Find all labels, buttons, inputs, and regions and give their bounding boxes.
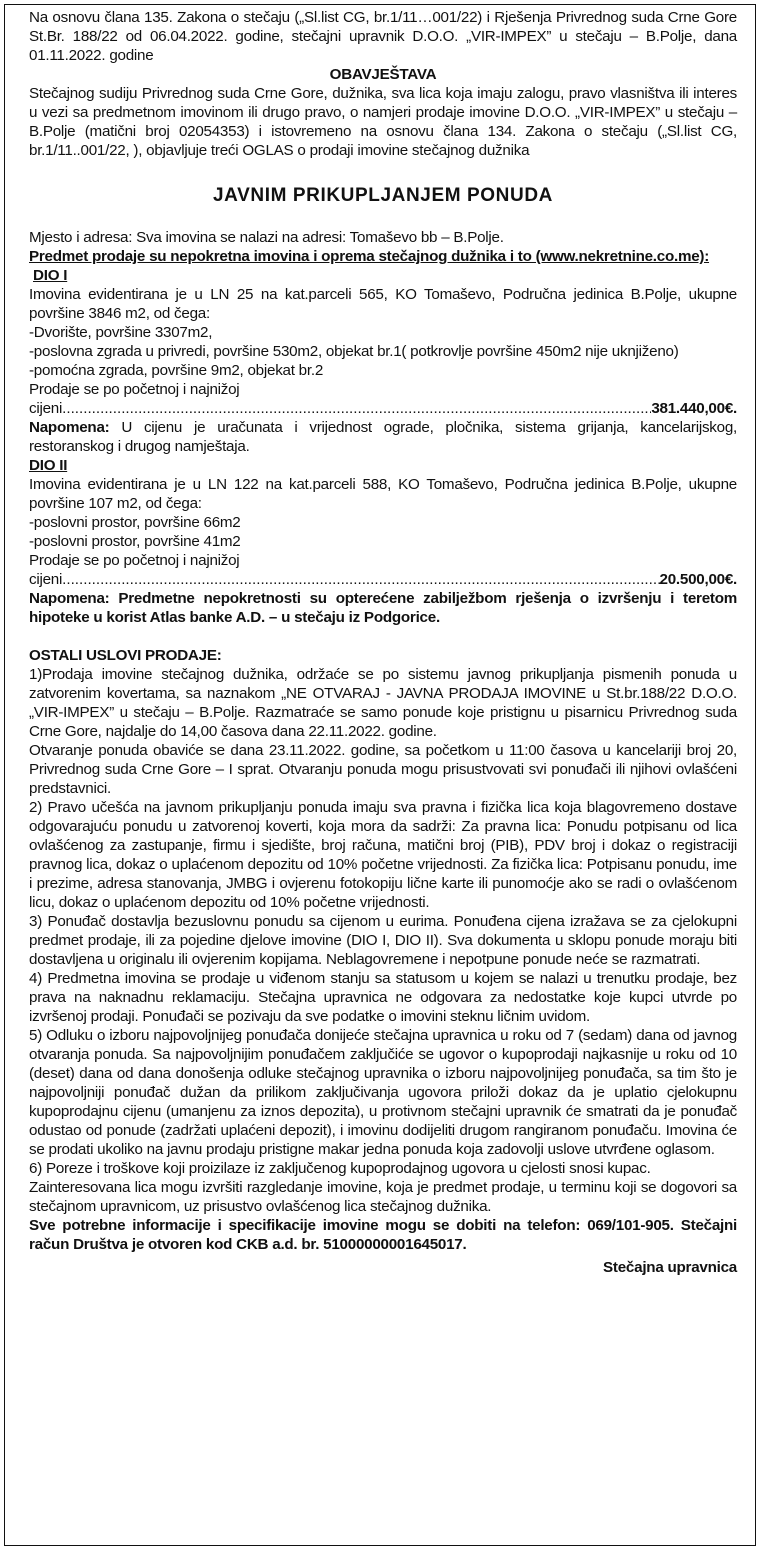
part-two-item: Prodaje se po početnoj i najnižoj <box>29 552 240 569</box>
part-two-price-line <box>29 570 737 589</box>
contact-paragraph: Sve potrebne informacije i specifikacije imovine mogu se dobiti na telefon: 069/101-905. Stečajni račun Društva je otvoren kod CKB a.d. br. 51000000001645017. <box>29 1217 737 1253</box>
part-two-label: DIO II <box>29 457 68 474</box>
intro-paragraph: Na osnovu člana 135. Zakona o stečaju („Sl.list CG, br.1/11…001/22) i Rješenja Privrednog suda Crne Gore St.Br. 188/22 od 06.04.2022. godine, stečajni upravnik D.O.O. „VIR-IMPEX” u stečaju – B.Polje, dana 01.11.2022. godine <box>29 9 737 64</box>
dot-leader <box>62 570 659 589</box>
condition-paragraph: 3) Ponuđač dostavlja bezuslovnu ponudu sa cijenom u eurima. Ponuđena cijena izražava se za cjelokupni predmet prodaje, ili za pojedine djelove imovine (DIO I, DIO II). Sva dokumenta u sklopu ponude moraju biti dostavljena u originalu ili ovjerenim kopijama. Neblagovremene i nepotpune ponude neće se razmatrati. <box>29 913 737 968</box>
part-one-price-line <box>29 399 737 418</box>
part-two-price: 20.500,00€. <box>659 571 737 588</box>
part-one-price: 381.440,00€. <box>651 400 737 417</box>
condition-paragraph: 6) Poreze i troškove koji proizilaze iz zaključenog kupoprodajnog ugovora u cjelosti snosi kupac. <box>29 1160 651 1177</box>
part-one-item: -poslovna zgrada u privredi, površine 530m2, objekat br.1( potkrovlje površine 450m2 nije uknjiženo) <box>29 343 679 360</box>
part-two-item: -poslovni prostor, površine 41m2 <box>29 533 241 550</box>
condition-paragraph: 5) Odluku o izboru najpovoljnijeg ponuđača donijeće stečajna upravnica u roku od 7 (sedam) dana od javnog otvaranja ponuda. Sa najpovoljnijim ponuđačem zaključiće se ugovor o kupoprodaji najkasnije u roku od 10 (deset) dana od dana donošenja odluke stečajnog upravnika o izboru najpovoljnijeg ponuđača, sa tim što je najpovoljniji ponuđač dužan da prilikom zaključivanja ugovora priloži dokaz da je uplatio cjelokupnu kupoprodajnu cijenu (umanjenu za iznos depozita), u protivnom stečajni upravnik će smatrati da je ponuđač odustao od ponude (zadržati uplaćeni depozit), i imovinu dodijeliti drugom rangiranom ponuđaču. Imovina će se prodati ukoliko na javnu prodaju pristigne makar jedna ponuda koja zadovolji uslove utvrđene oglasom. <box>29 1027 737 1158</box>
condition-paragraph: Otvaranje ponuda obaviće se dana 23.11.2022. godine, sa početkom u 11:00 časova u kancelariji broj 20, Privrednog suda Crne Gore – I sprat. Otvaranju ponuda mogu prisustvovati svi ponuđači ili njihovi ovlašćeni predstavnici. <box>29 742 737 797</box>
conditions-title: OSTALI USLOVI PRODAJE: <box>29 647 222 664</box>
dot-leader <box>62 399 651 418</box>
part-one-label: DIO I <box>33 267 68 284</box>
signature: Stečajna upravnica <box>603 1259 737 1276</box>
location-line: Mjesto i adresa: Sva imovina se nalazi na adresi: Tomaševo bb – B.Polje. <box>29 229 504 246</box>
sale-subject: Predmet prodaje su nepokretna imovina i oprema stečajnog dužnika i to (www.nekretnine.co.me): <box>29 248 710 265</box>
part-two-item: -poslovni prostor, površine 66m2 <box>29 514 241 531</box>
part-one-item: Prodaje se po početnoj i najnižoj <box>29 381 240 398</box>
part-one-item: -pomoćna zgrada, površine 9m2, objekat br.2 <box>29 362 324 379</box>
price-word: cijeni <box>29 571 63 588</box>
condition-paragraph: 4) Predmetna imovina se prodaje u viđenom stanju sa statusom u kojem se nalazi u trenutku prodaje, bez prava na naknadnu reklamaciju. Stečajna upravnica ne odgovara za nedostatke koje kupci utvrde po izvršenoj prodaji. Ponuđači se pozivaju da sve podatke o imovini steknu ličnim uvidom. <box>29 970 737 1025</box>
part-one-description: Imovina evidentirana je u LN 25 na kat.parceli 565, KO Tomaševo, Područna jedinica B.Polje, ukupne površine 3846 m2, od čega: <box>29 286 737 322</box>
part-two-note: Napomena: Predmetne nepokretnosti su opterećene zabilježbom rješenja o izvršenju i teretom hipoteke u korist Atlas banke A.D. – u stečaju iz Podgorice. <box>29 590 737 626</box>
part-one-item: -Dvorište, površine 3307m2, <box>29 324 213 341</box>
notice-paragraph: Stečajnog sudiju Privrednog suda Crne Gore, dužnika, sva lica koja imaju zalogu, pravo vlasništva ili interes u vezi sa predmetnom imovinom ili drugo pravo, o namjeri prodaje imovine D.O.O. „VIR-IMPEX” u stečaju – B.Polje (matični broj 02054353) i istovremeno na osnovu člana 134. Zakona o stečaju („Sl.list CG, br.1/11..001/22, ), objavljuje treći OGLAS o prodaji imovine stečajnog dužnika <box>29 85 737 159</box>
note-label: Napomena: <box>29 419 110 436</box>
document-title: JAVNIM PRIKUPLJANJEM PONUDA <box>213 185 553 206</box>
notice-heading: OBAVJEŠTAVA <box>329 66 437 83</box>
price-word: cijeni <box>29 400 63 417</box>
note-text: U cijenu je uračunata i vrijednost ograde, pločnika, sistema grijanja, kancelarijskog, restoranskog i drugog namještaja. <box>29 419 737 455</box>
public-notice-document <box>29 8 737 1292</box>
spacer <box>29 627 737 646</box>
condition-paragraph: Zainteresovana lica mogu izvršiti razgledanje imovine, koja je predmet prodaje, u terminu koji se dogovori sa stečajnom upravnicom, uz prisustvo ovlašćenog lica stečajnog dužnika. <box>29 1179 737 1215</box>
condition-paragraph: 2) Pravo učešća na javnom prikupljanju ponuda imaju sva pravna i fizička lica koja blagovremeno dostave odgovarajuću ponudu u zatvorenoj koverti, koja mora da sadrži: Za pravna lica: Ponudu potpisanu od lica ovlašćenog za zastupanje, firmu i sjedište, broj računa, matični broj (PIB), PDV broj i dokaz o registraciji pravnog lica, dokaz o uplaćenom depozitu od 10% početne vrijednosti. Za fizička lica: Potpisanu ponudu, ime i prezime, adresa stanovanja, JMBG i ovjerenu fotokopiju lične karte ili punomoćje ako se radi o ovlašćenom licu, dokaz o uplaćenom depozitu od 10% početne vrijednosti. <box>29 799 737 911</box>
part-two-description: Imovina evidentirana je u LN 122 na kat.parceli 588, KO Tomaševo, Područna jedinica B.Polje, ukupne površine 107 m2, od čega: <box>29 476 737 512</box>
condition-paragraph: 1)Prodaja imovine stečajnog dužnika, održaće se po sistemu javnog prikupljanja pismenih ponuda u zatvorenim kovertama, sa naznakom „NE OTVARAJ - JAVNA PRODAJA IMOVINE u St.br.188/22 D.O.O. „VIR-IMPEX” u stečaju – B.Polje. Razmatraće se samo ponude koje pristignu u pisarnicu Privrednog suda Crne Gore, najdalje do 14,00 časova dana 22.11.2022. godine. <box>29 666 737 740</box>
part-one-note <box>29 418 737 456</box>
